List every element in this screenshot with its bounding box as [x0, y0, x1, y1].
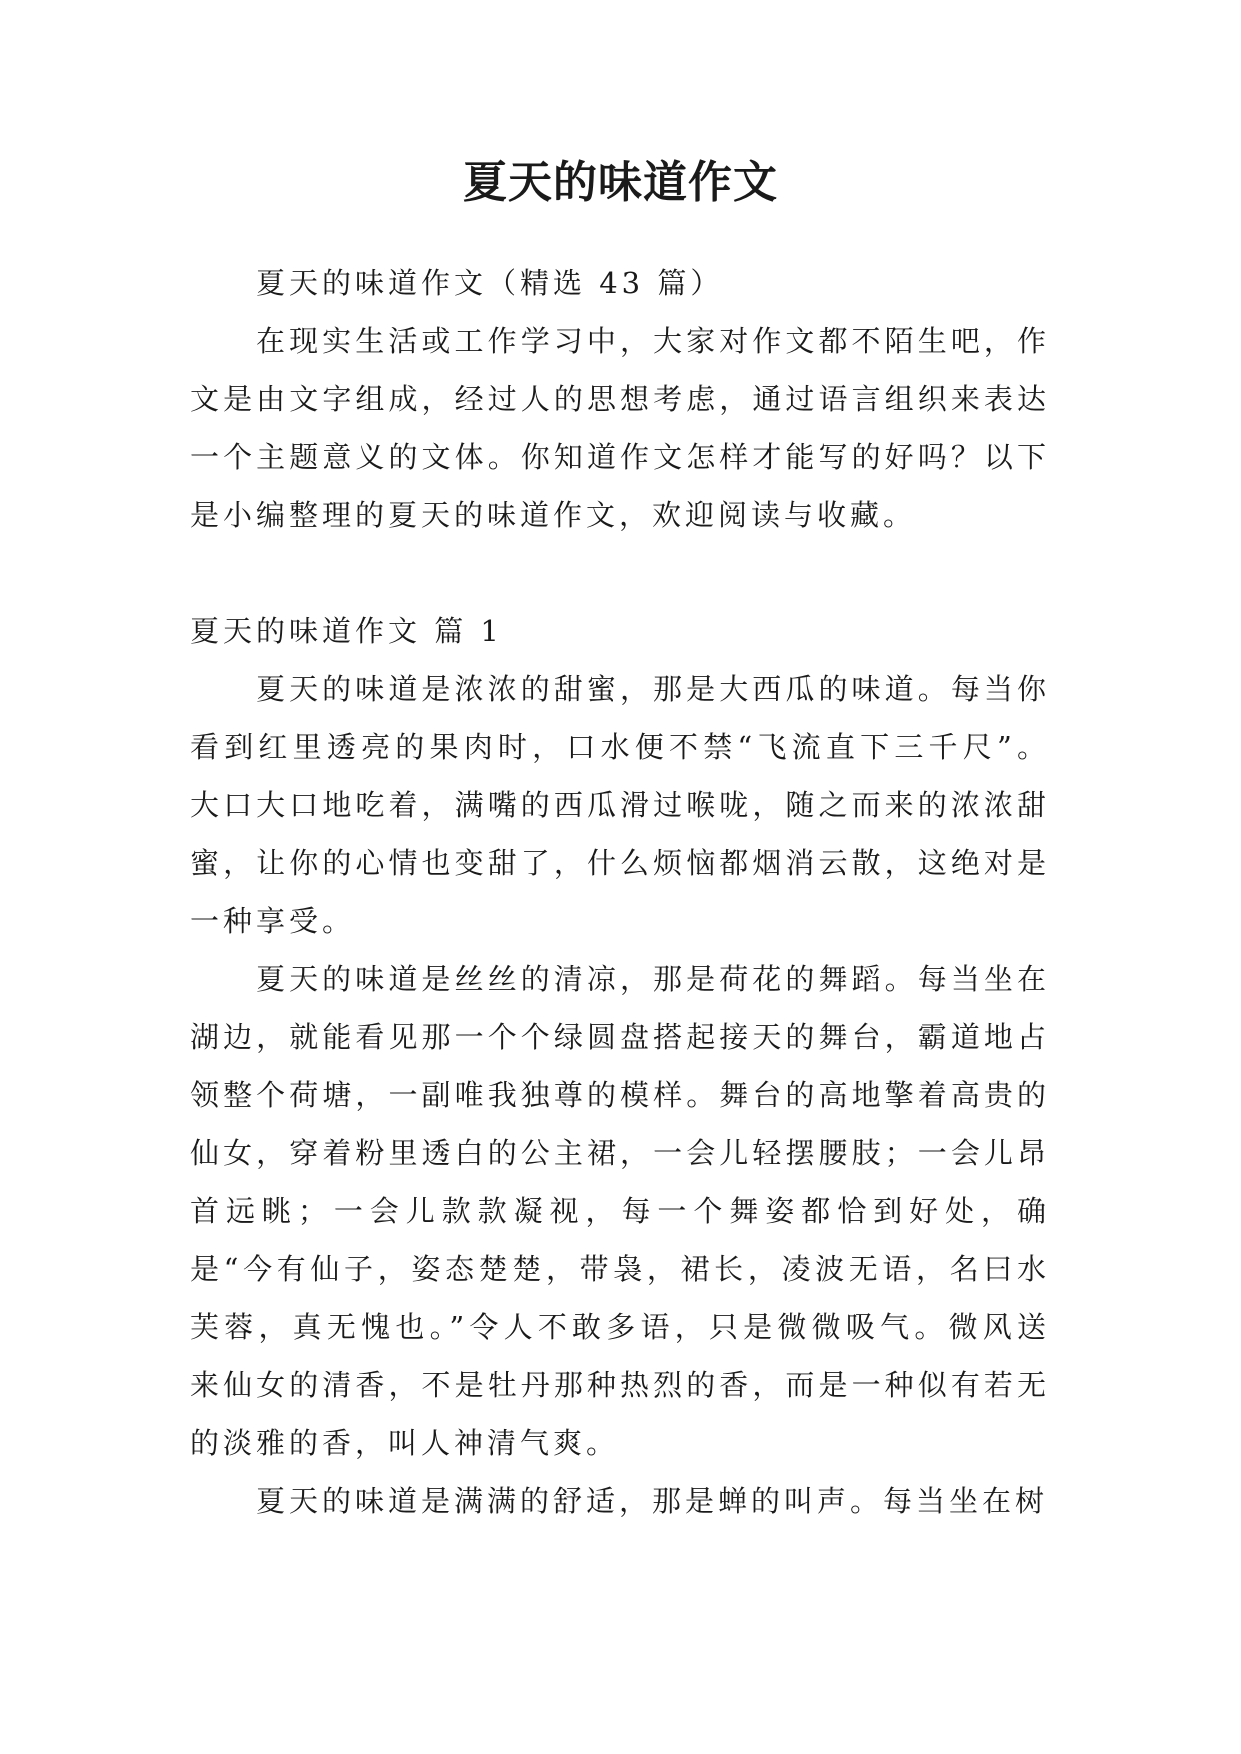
body-paragraph-1: 夏天的味道是浓浓的甜蜜，那是大西瓜的味道。每当你看到红里透亮的果肉时，口水便不禁“飞流直下三千尺”。大口大口地吃着，满嘴的西瓜滑过喉咙，随之而来的浓浓甜蜜，让你的心情也变甜了，什么烦恼都烟消云散，这绝对是一种享受。 [190, 672, 1050, 938]
body-paragraph-3: 夏天的味道是满满的舒适，那是蝉的叫声。每当坐在树 [256, 1484, 1049, 1518]
document-title: 夏天的味道作文 [463, 157, 778, 208]
document-body [190, 254, 1050, 1530]
section-spacer [190, 544, 1050, 602]
section-heading: 夏天的味道作文 篇 1 [190, 614, 503, 648]
intro-paragraph: 在现实生活或工作学习中，大家对作文都不陌生吧，作文是由文字组成，经过人的思想考虑，通过语言组织来表达一个主题意义的文体。你知道作文怎样才能写的好吗？以下是小编整理的夏天的味道作文，欢迎阅读与收藏。 [190, 324, 1050, 532]
document-subtitle: 夏天的味道作文（精选 43 篇） [256, 266, 724, 300]
body-paragraph-2: 夏天的味道是丝丝的清凉，那是荷花的舞蹈。每当坐在湖边，就能看见那一个个绿圆盘搭起接天的舞台，霸道地占领整个荷塘，一副唯我独尊的模样。舞台的高地擎着高贵的仙女，穿着粉里透白的公主裙，一会儿轻摆腰肢；一会儿昂首远眺；一会儿款款凝视，每一个舞姿都恰到好处，确是“今有仙子，姿态楚楚，带袅，裙长，凌波无语，名曰水芙蓉，真无愧也。”令人不敢多语，只是微微吸气。微风送来仙女的清香，不是牡丹那种热烈的香，而是一种似有若无的淡雅的香，叫人神清气爽。 [190, 962, 1050, 1460]
